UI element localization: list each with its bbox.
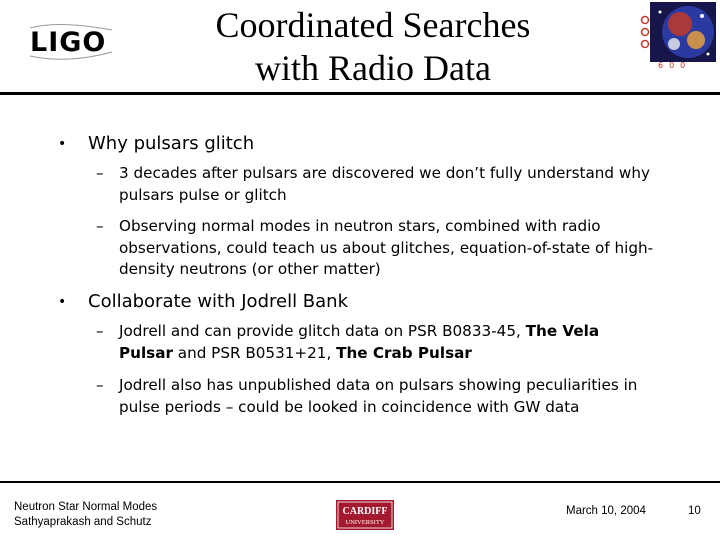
footer-credits (14, 500, 157, 530)
footer-divider (0, 481, 720, 483)
sub-bullet-normal-modes (96, 216, 656, 281)
sub-bullet-glitch-data (96, 321, 656, 364)
bullet-dot: • (58, 136, 67, 152)
bullet-text: Collaborate with Jodrell Bank (88, 291, 349, 312)
cardiff-university-logo (336, 500, 394, 530)
ligo-logo (28, 22, 114, 62)
sub-bullet-text (119, 321, 656, 364)
sub-bullet-three-decades (96, 163, 656, 206)
footer-talk-title: Neutron Star Normal Modes (14, 501, 158, 513)
cardiff-logo-bottom-text: UNIVERSITY (345, 519, 385, 526)
footer-date: March 10, 2004 (566, 505, 646, 517)
sub-bullet-dash: – (96, 322, 104, 340)
bullet-text: Why pulsars glitch (88, 133, 255, 154)
header-divider (0, 92, 720, 95)
sub-bullet-dash: – (96, 376, 104, 394)
bullet-why-pulsars-glitch (58, 133, 682, 155)
sub-bullet-text: 3 decades after pulsars are discovered we don’t fully understand why pulsars pulse or glitch (119, 164, 650, 204)
ligo-logo-mark (28, 22, 114, 62)
geo600-logo (636, 2, 718, 72)
cardiff-logo-mark (336, 500, 394, 530)
text-run: Jodrell and can provide glitch data on PSR B0833-45, (119, 322, 526, 340)
title-line-1: Coordinated Searches (215, 5, 531, 45)
bullet-dot: • (58, 294, 67, 310)
bullet-collaborate-jodrell (58, 291, 682, 313)
page-number: 10 (688, 505, 701, 517)
text-run: and PSR B0531+21, (172, 343, 337, 362)
sub-bullet-text: Observing normal modes in neutron stars, combined with radio observations, could teach us about glitches, equation-of-state of high-density neutrons (or other matter) (119, 217, 654, 278)
sub-bullet-unpublished-data (96, 375, 656, 418)
title-line-2: with Radio Data (255, 48, 491, 88)
geo600-logo-mark (636, 2, 718, 72)
page-title (150, 4, 596, 90)
geo600-logo-text: 600 (658, 61, 692, 70)
sub-bullet-dash: – (96, 164, 104, 182)
cardiff-logo-top-text: CARDIFF (342, 506, 388, 517)
footer-authors: Sathyaprakash and Schutz (14, 516, 152, 528)
ligo-logo-text: LIGO (30, 27, 107, 58)
vela-pulsar-name: The Vela Pulsar (119, 322, 600, 362)
crab-pulsar-name: The Crab Pulsar (336, 343, 472, 362)
sub-bullet-dash: – (96, 217, 104, 235)
sub-bullet-text: Jodrell also has unpublished data on pulsars showing peculiarities in pulse periods – could be looked in coincidence with GW data (119, 376, 638, 416)
